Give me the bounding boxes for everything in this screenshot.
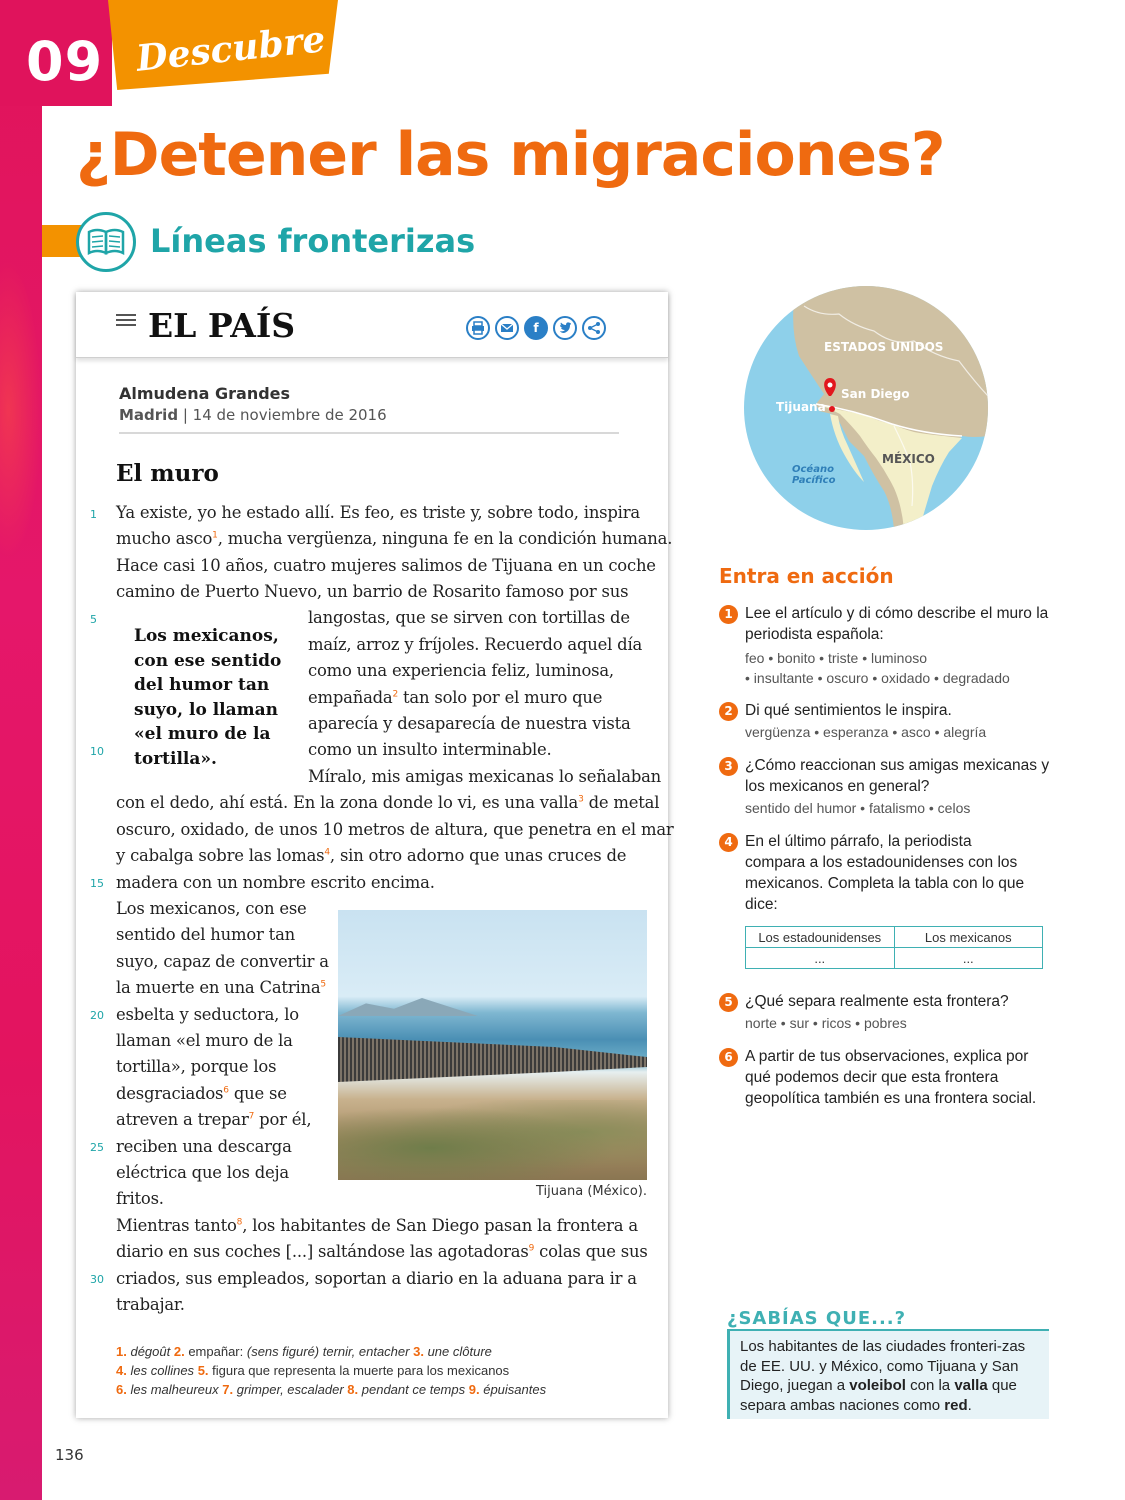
question-text: En el último párrafo, la periodista compara a los estadounidenses con los mexicanos. Completa la tabla con lo que dice:: [745, 833, 1025, 913]
table-header: Los mexicanos: [894, 927, 1043, 948]
question-number: 6: [719, 1048, 738, 1067]
action-title: Entra en acción: [719, 564, 894, 588]
pull-quote-line: suyo, lo llaman: [134, 699, 278, 720]
menu-icon[interactable]: [116, 314, 136, 326]
question-number: 3: [719, 757, 738, 776]
photo-caption: Tijuana (México).: [536, 1184, 647, 1199]
book-icon: [76, 212, 136, 272]
footnote-line: 6. les malheureux 7. grimper, escalader 8. pendant ce temps 9. épuisantes: [116, 1382, 547, 1397]
article-body-line: mucho asco$^1$, mucha vergüenza, ninguna fe en la condición humana.: [116, 529, 673, 548]
pull-quote-line: con ese sentido: [134, 650, 282, 671]
article-body-line: la muerte en una Catrina$^5$: [116, 978, 326, 997]
share-icons: [466, 316, 606, 340]
dateline-date: 14 de noviembre de 2016: [192, 406, 387, 424]
photo-fence: [338, 1032, 647, 1082]
map-label-mexico: MÉXICO: [882, 452, 935, 466]
article-body-line: trabajar.: [116, 1295, 185, 1314]
line-number: 5: [90, 613, 97, 626]
map-label-ocean: Océano Pacífico: [792, 464, 836, 486]
dateline-city: Madrid: [119, 406, 179, 424]
article-body-line: y cabalga sobre las lomas$^4$, sin otro adorno que unas cruces de: [116, 846, 627, 865]
section-subtitle: Líneas fronterizas: [150, 222, 476, 260]
article-body-line: camino de Puerto Nuevo, un barrio de Rosarito famoso por sus: [116, 582, 629, 601]
article-body-line: como un insulto interminable.: [308, 740, 552, 759]
print-icon[interactable]: [466, 316, 490, 340]
table-cell[interactable]: ...: [746, 948, 895, 969]
article-body-line: desgraciados$^6$ que se: [116, 1084, 287, 1103]
twitter-icon[interactable]: [553, 316, 577, 340]
border-wall-photo: [338, 910, 647, 1180]
did-you-know-text: Los habitantes de las ciudades fronteri-zas de EE. UU. y México, como Tijuana y San Diego, juegan a voleibol con la valla que separa ambas naciones como red.: [740, 1338, 1026, 1414]
line-number: 10: [90, 745, 104, 758]
article-heading: El muro: [116, 460, 219, 487]
border-map: [744, 286, 988, 530]
article-body-line: aparecía y desaparecía de nuestra vista: [308, 714, 631, 733]
photo-mountain: [338, 998, 478, 1016]
footnote-line: 4. les collines 5. figura que representa la muerte para los mexicanos: [116, 1363, 510, 1378]
map-label-tijuana: Tijuana: [776, 400, 826, 414]
facebook-icon[interactable]: f: [524, 316, 548, 340]
question-text: Lee el artículo y di cómo describe el muro la periodista española:: [745, 605, 1049, 643]
question-number: 5: [719, 993, 738, 1012]
article-body-line: empañada$^2$ tan solo por el muro que: [308, 688, 603, 707]
share-icon[interactable]: [582, 316, 606, 340]
article-body-line: sentido del humor tan: [116, 925, 295, 944]
photo-grass: [338, 1100, 647, 1180]
article-body-line: reciben una descarga: [116, 1137, 292, 1156]
article-body-line: como una experiencia feliz, luminosa,: [308, 661, 614, 680]
article-body-line: diario en sus coches [...] saltándose las agotadoras$^9$ colas que sus: [116, 1242, 648, 1261]
question-number: 4: [719, 833, 738, 852]
article-body-line: suyo, capaz de convertir a: [116, 952, 329, 971]
question-text: ¿Cómo reaccionan sus amigas mexicanas y los mexicanos en general?: [745, 757, 1050, 795]
article-body-line: oscuro, oxidado, de unos 10 metros de altura, que penetra en el mar: [116, 820, 674, 839]
email-icon[interactable]: [495, 316, 519, 340]
question-text: Di qué sentimientos le inspira.: [745, 702, 952, 719]
article-body-line: fritos.: [116, 1189, 164, 1208]
section-label: Descubre: [134, 18, 328, 80]
line-number: 1: [90, 508, 97, 521]
question-options: vergüenza • esperanza • asco • alegría: [745, 724, 987, 740]
pull-quote-line: Los mexicanos,: [134, 626, 279, 646]
author-name: Almudena Grandes: [119, 384, 291, 403]
article-body-line: llaman «el muro de la: [116, 1031, 293, 1050]
question-number: 1: [719, 605, 738, 624]
line-number: 20: [90, 1009, 104, 1022]
divider: [119, 432, 619, 434]
dateline: Madrid | 14 de noviembre de 2016: [119, 406, 387, 424]
map-label-san-diego: San Diego: [841, 387, 910, 401]
line-number: 25: [90, 1141, 104, 1154]
did-you-know-title: ¿SABÍAS QUE...?: [727, 1308, 907, 1329]
comparison-table: [745, 926, 1043, 969]
article-body-line: atreven a trepar$^7$ por él,: [116, 1110, 312, 1129]
question-number: 2: [719, 702, 738, 721]
article-body-line: tortilla», porque los: [116, 1057, 277, 1076]
question-options: norte • sur • ricos • pobres: [745, 1015, 907, 1031]
article-body-line: madera con un nombre escrito encima.: [116, 873, 435, 892]
article-body-line: Ya existe, yo he estado allí. Es feo, es triste y, sobre todo, inspira: [116, 503, 640, 522]
article-body-line: criados, sus empleados, soportan a diario en la aduana para ir a: [116, 1269, 637, 1288]
side-strip: [0, 0, 42, 1500]
pull-quote-line: tortilla».: [134, 748, 217, 769]
article-body-line: Mientras tanto$^8$, los habitantes de San Diego pasan la frontera a: [116, 1216, 638, 1235]
table-header: Los estadounidenses: [746, 927, 895, 948]
article-body-line: eléctrica que los deja: [116, 1163, 289, 1182]
map-label-usa: ESTADOS UNIDOS: [824, 340, 944, 354]
article-body-line: Míralo, mis amigas mexicanas lo señalaban: [308, 767, 662, 786]
table-cell[interactable]: ...: [894, 948, 1043, 969]
article-body-line: Los mexicanos, con ese: [116, 899, 307, 918]
article-body-line: esbelta y seductora, lo: [116, 1005, 299, 1024]
article-body-line: maíz, arroz y fríjoles. Recuerdo aquel día: [308, 635, 643, 654]
newspaper-header: [76, 292, 668, 358]
question-options: sentido del humor • fatalismo • celos: [745, 800, 971, 816]
line-number: 15: [90, 877, 104, 890]
pull-quote: [134, 624, 294, 771]
article-card: [76, 292, 674, 1418]
question-options: feo • bonito • triste • luminoso • insultante • oscuro • oxidado • degradado: [745, 650, 1010, 686]
article-body-line: con el dedo, ahí está. En la zona donde lo vi, es una valla$^3$ de metal: [116, 793, 660, 812]
page-title: ¿Detener las migraciones?: [76, 120, 945, 190]
question-text: ¿Qué separa realmente esta frontera?: [745, 993, 1009, 1010]
newspaper-logo: EL PAÍS: [148, 306, 296, 345]
question-text: A partir de tus observaciones, explica por qué podemos decir que esta frontera geopolítica también es una frontera social.: [745, 1048, 1037, 1107]
did-you-know-box: [727, 1329, 1049, 1419]
article-body-line: Hace casi 10 años, cuatro mujeres salimos de Tijuana en un coche: [116, 556, 656, 575]
article-body-line: langostas, que se sirven con tortillas de: [308, 608, 630, 627]
pull-quote-line: «el muro de la: [134, 724, 271, 744]
footnotes: [116, 1342, 656, 1399]
page-number: 136: [55, 1446, 84, 1464]
chapter-number: 09: [26, 30, 104, 93]
line-number: 30: [90, 1273, 104, 1286]
pull-quote-line: del humor tan: [134, 675, 270, 695]
footnote-line: 1. dégoût 2. empañar: (sens figuré) ternir, entacher 3. une clôture: [116, 1344, 492, 1359]
